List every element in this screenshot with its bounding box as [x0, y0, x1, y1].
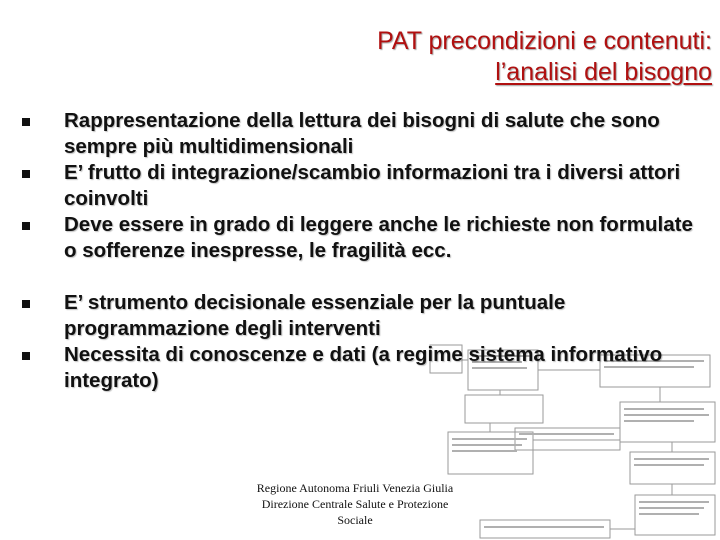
slide-title	[152, 26, 712, 88]
title-line-1: PAT precondizioni e contenuti:	[377, 27, 712, 55]
bullet-square-icon	[22, 222, 30, 230]
bullet-text: Deve essere in grado di leggere anche le richieste non formulate o sofferenze inespresse, le fragilità ecc.	[64, 213, 693, 262]
bullet-item	[18, 108, 708, 160]
footer-line-2: Direzione Centrale Salute e Protezione	[261, 497, 449, 511]
bullet-square-icon	[22, 118, 30, 126]
bullet-text: Rappresentazione della lettura dei bisogni di salute che sono sempre più multidimensionali	[64, 109, 660, 158]
footer-line-3: Sociale	[337, 513, 373, 527]
bullet-text: E’ frutto di integrazione/scambio informazioni tra i diversi attori coinvolti	[64, 161, 681, 210]
bullet-item	[18, 212, 708, 264]
bullet-item	[18, 160, 708, 212]
bullet-item	[18, 342, 708, 394]
bullet-text: E’ strumento decisionale essenziale per la puntuale programmazione degli interventi	[64, 291, 566, 340]
bullet-square-icon	[22, 300, 30, 308]
footer-credit	[250, 480, 460, 528]
bullet-text: Necessita di conoscenze e dati (a regime sistema informativo integrato)	[64, 343, 663, 392]
bullet-square-icon	[22, 352, 30, 360]
bullet-square-icon	[22, 170, 30, 178]
bullet-item	[18, 290, 708, 342]
title-line-2: l’analisi del bisogno	[495, 58, 712, 86]
bullet-list	[18, 108, 708, 394]
footer-line-1: Regione Autonoma Friuli Venezia Giulia	[256, 481, 454, 495]
